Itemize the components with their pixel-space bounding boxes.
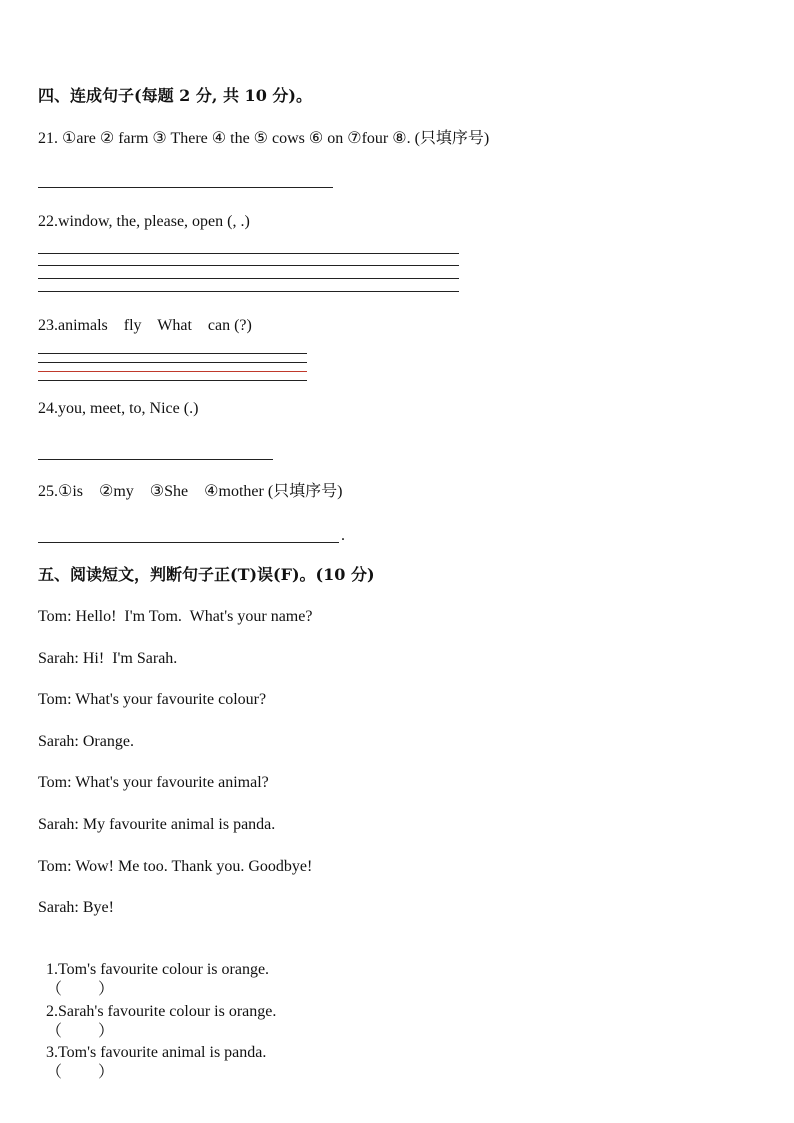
answer-line-25[interactable] <box>38 542 339 543</box>
writing-line-23-4 <box>38 380 307 381</box>
judgment-close-paren: ） <box>98 1064 115 1081</box>
judgment-item-3 <box>38 1023 266 1083</box>
judgment-close-paren: ） <box>98 1023 115 1040</box>
dialogue-line: Sarah: Hi! I'm Sarah. <box>38 650 178 667</box>
dialogue-line: Tom: What's your favourite animal? <box>38 774 269 791</box>
writing-line-23-2 <box>38 362 307 363</box>
question-24: 24.you, meet, to, Nice (.) <box>38 400 199 417</box>
section-4-title: 四、连成句子(每题 2 分, 共 10 分)。 <box>38 86 312 105</box>
answer-25-period: . <box>341 527 345 544</box>
answer-line-21[interactable] <box>38 187 333 188</box>
dialogue-line: Tom: Hello! I'm Tom. What's your name? <box>38 608 313 625</box>
judgment-text: 2.Sarah's favourite colour is orange. <box>46 1003 277 1020</box>
question-25: 25.①is ②my ③She ④mother (只填序号) <box>38 483 343 500</box>
judgment-open-paren: （ <box>46 1023 63 1040</box>
dialogue-line: Sarah: My favourite animal is panda. <box>38 816 276 833</box>
judgment-open-paren: （ <box>46 981 63 998</box>
writing-line-22-3 <box>38 278 459 279</box>
dialogue-line: Sarah: Bye! <box>38 899 114 916</box>
dialogue-line: Sarah: Orange. <box>38 733 134 750</box>
judgment-open-paren: （ <box>46 1064 63 1081</box>
section-5-title: 五、阅读短文，判断句子正(T)误(F)。(10 分) <box>38 565 375 584</box>
question-23: 23.animals fly What can (?) <box>38 317 252 334</box>
writing-line-22-2 <box>38 265 459 266</box>
writing-line-23-1[interactable] <box>38 353 307 354</box>
question-22: 22.window, the, please, open (, .) <box>38 213 250 230</box>
question-21: 21. ①are ② farm ③ There ④ the ⑤ cows ⑥ on ⑦four ⑧. (只填序号) <box>38 130 490 147</box>
dialogue-line: Tom: Wow! Me too. Thank you. Goodbye! <box>38 858 313 875</box>
writing-line-22-1[interactable] <box>38 253 459 254</box>
writing-line-23-3-red <box>38 371 307 372</box>
judgment-text: 1.Tom's favourite colour is orange. <box>46 961 270 978</box>
answer-line-24[interactable] <box>38 459 273 460</box>
dialogue-line: Tom: What's your favourite colour? <box>38 691 267 708</box>
judgment-close-paren: ） <box>98 981 115 998</box>
judgment-text: 3.Tom's favourite animal is panda. <box>46 1044 267 1061</box>
writing-line-22-4 <box>38 291 459 292</box>
